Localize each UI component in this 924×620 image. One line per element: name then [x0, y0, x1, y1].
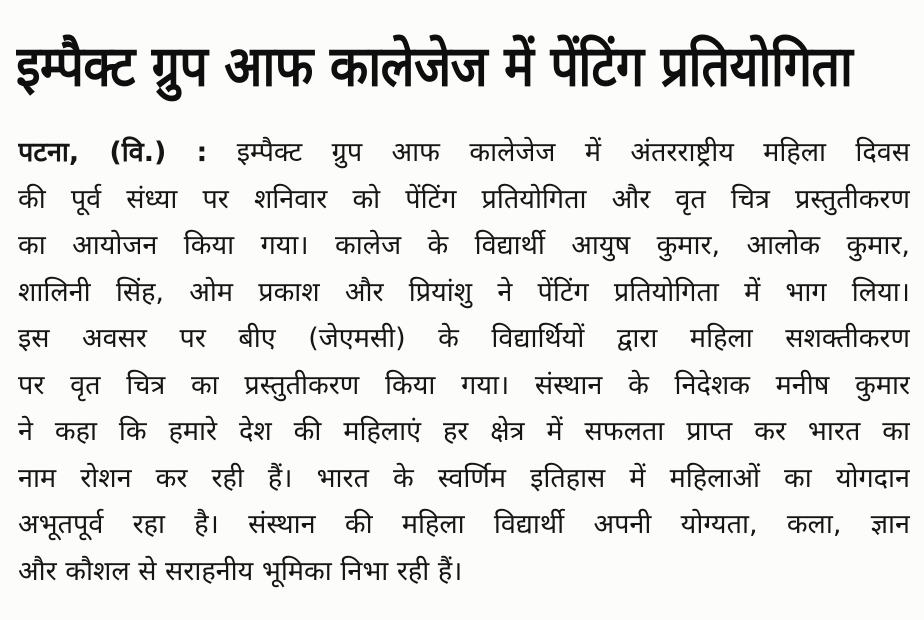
- article-line-1-text: इम्पैक्ट ग्रुप आफ कालेजेज में अंतरराष्ट्रीय महिला दिवस: [236, 137, 910, 168]
- article-line-1: [18, 130, 910, 177]
- article-line-3: का आयोजन किया गया। कालेज के विद्यार्थी आयुष कुमार, आलोक कुमार,: [18, 230, 910, 261]
- article-line-2: की पूर्व संध्या पर शनिवार को पेंटिंग प्रतियोगिता और वृत चित्र प्रस्तुतीकरण: [18, 183, 910, 215]
- article-line-10: और कौशल से सराहनीय भूमिका निभा रही हैं।: [18, 555, 463, 587]
- article-line-9: अभूतपूर्व रहा है। संस्थान की महिला विद्यार्थी अपनी योग्यता, कला, ज्ञान: [18, 509, 910, 540]
- article-line-4: शालिनी सिंह, ओम प्रकाश और प्रियांशु ने पेंटिंग प्रतियोगिता में भाग लिया।: [18, 276, 910, 308]
- article-line-5: इस अवसर पर बीए (जेएमसी) के विद्यार्थियों द्वारा महिला सशक्तीकरण: [18, 323, 910, 354]
- article-dateline: पटना, (वि.) :: [18, 137, 208, 168]
- article-line-7: ने कहा कि हमारे देश की महिलाएं हर क्षेत्र में सफलता प्राप्त कर भारत का: [18, 416, 910, 447]
- article-body: [18, 130, 910, 595]
- article-line-6: पर वृत चित्र का प्रस्तुतीकरण किया गया। संस्थान के निदेशक मनीष कुमार: [18, 369, 910, 401]
- article-line-8: नाम रोशन कर रही हैं। भारत के स्वर्णिम इतिहास में महिलाओं का योगदान: [18, 462, 910, 494]
- article-headline: इम्पैक्ट ग्रुप आफ कालेजेज में पेंटिंग प्रतियोगिता: [16, 33, 853, 99]
